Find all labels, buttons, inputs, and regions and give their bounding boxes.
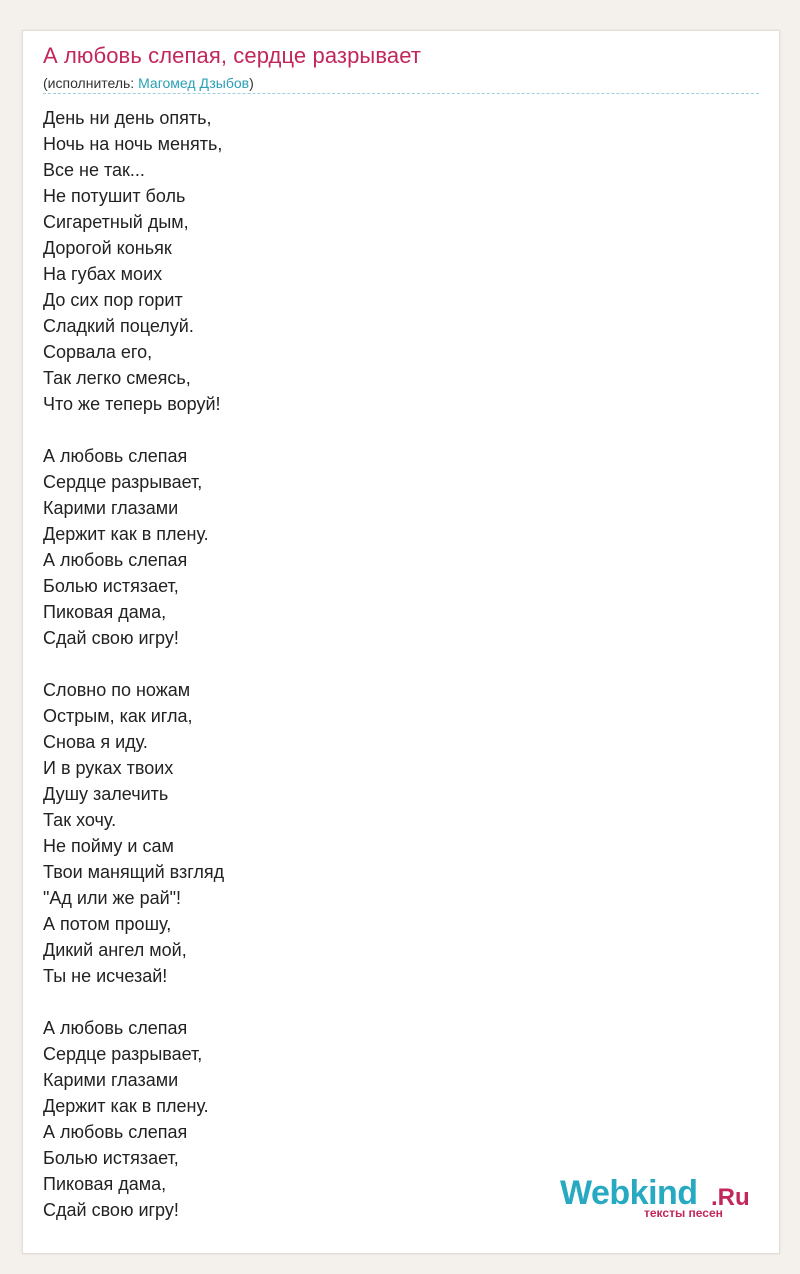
lyric-line: Сдай свою игру! [43, 1200, 179, 1220]
lyric-line: А любовь слепая [43, 1018, 188, 1038]
lyric-line: Ты не исчезай! [43, 966, 168, 986]
lyric-line: Острым, как игла, [43, 706, 193, 726]
lyric-line: Так хочу. [43, 810, 117, 830]
lyric-line: Что же теперь воруй! [43, 394, 221, 414]
logo-tagline: тексты песен [644, 1206, 723, 1220]
logo-tld: .Ru [711, 1184, 750, 1211]
lyric-line: Сладкий поцелуй. [43, 316, 194, 336]
lyric-line: Душу залечить [43, 784, 169, 804]
lyric-line: Сорвала его, [43, 342, 153, 362]
lyric-line: Сдай свою игру! [43, 628, 179, 648]
lyric-line: Дорогой коньяк [43, 238, 172, 258]
lyric-line: Болью истязает, [43, 1148, 179, 1168]
lyric-line: Карими глазами [43, 498, 179, 518]
lyric-line: Так легко смеясь, [43, 368, 191, 388]
stanza-gap [43, 417, 224, 443]
artist-link[interactable]: Магомед Дзыбов [138, 75, 250, 91]
byline-suffix: ) [249, 75, 254, 91]
logo-name: Webkind [560, 1174, 698, 1212]
lyric-line: Держит как в плену. [43, 524, 209, 544]
stanza-gap [43, 651, 224, 677]
lyric-line: Пиковая дама, [43, 1174, 167, 1194]
lyrics-page [22, 30, 780, 1254]
title-divider [43, 93, 759, 94]
lyric-line: Твои манящий взгляд [43, 862, 225, 882]
artist-byline [43, 75, 254, 91]
lyric-line: Карими глазами [43, 1070, 179, 1090]
lyric-line: А любовь слепая [43, 446, 188, 466]
lyric-line: Сердце разрывает, [43, 1044, 203, 1064]
lyric-line: Пиковая дама, [43, 602, 167, 622]
lyric-line: Болью истязает, [43, 576, 179, 596]
lyric-line: Сердце разрывает, [43, 472, 203, 492]
lyric-line: На губах моих [43, 264, 163, 284]
lyric-line: Держит как в плену. [43, 1096, 209, 1116]
lyric-line: Дикий ангел мой, [43, 940, 187, 960]
lyric-line: И в руках твоих [43, 758, 174, 778]
lyric-line: Сигаретный дым, [43, 212, 189, 232]
byline-prefix: (исполнитель: [43, 75, 139, 91]
lyric-line: Не потушит боль [43, 186, 186, 206]
lyric-line: День ни день опять, [43, 108, 212, 128]
lyric-line: Не пойму и сам [43, 836, 174, 856]
lyric-line: А любовь слепая [43, 1122, 188, 1142]
lyric-line: До сих пор горит [43, 290, 183, 310]
lyric-line: А любовь слепая [43, 550, 188, 570]
lyric-line: Ночь на ночь менять, [43, 134, 223, 154]
stanza-gap [43, 989, 224, 1015]
lyric-line: Словно по ножам [43, 680, 191, 700]
song-title: А любовь слепая, сердце разрывает [43, 43, 421, 68]
lyric-line: Снова я иду. [43, 732, 148, 752]
webkind-logo [560, 1174, 760, 1220]
lyric-line: Все не так... [43, 160, 145, 180]
lyric-line: "Ад или же рай"! [43, 888, 182, 908]
lyric-line: А потом прошу, [43, 914, 172, 934]
lyrics-body [43, 105, 224, 1223]
